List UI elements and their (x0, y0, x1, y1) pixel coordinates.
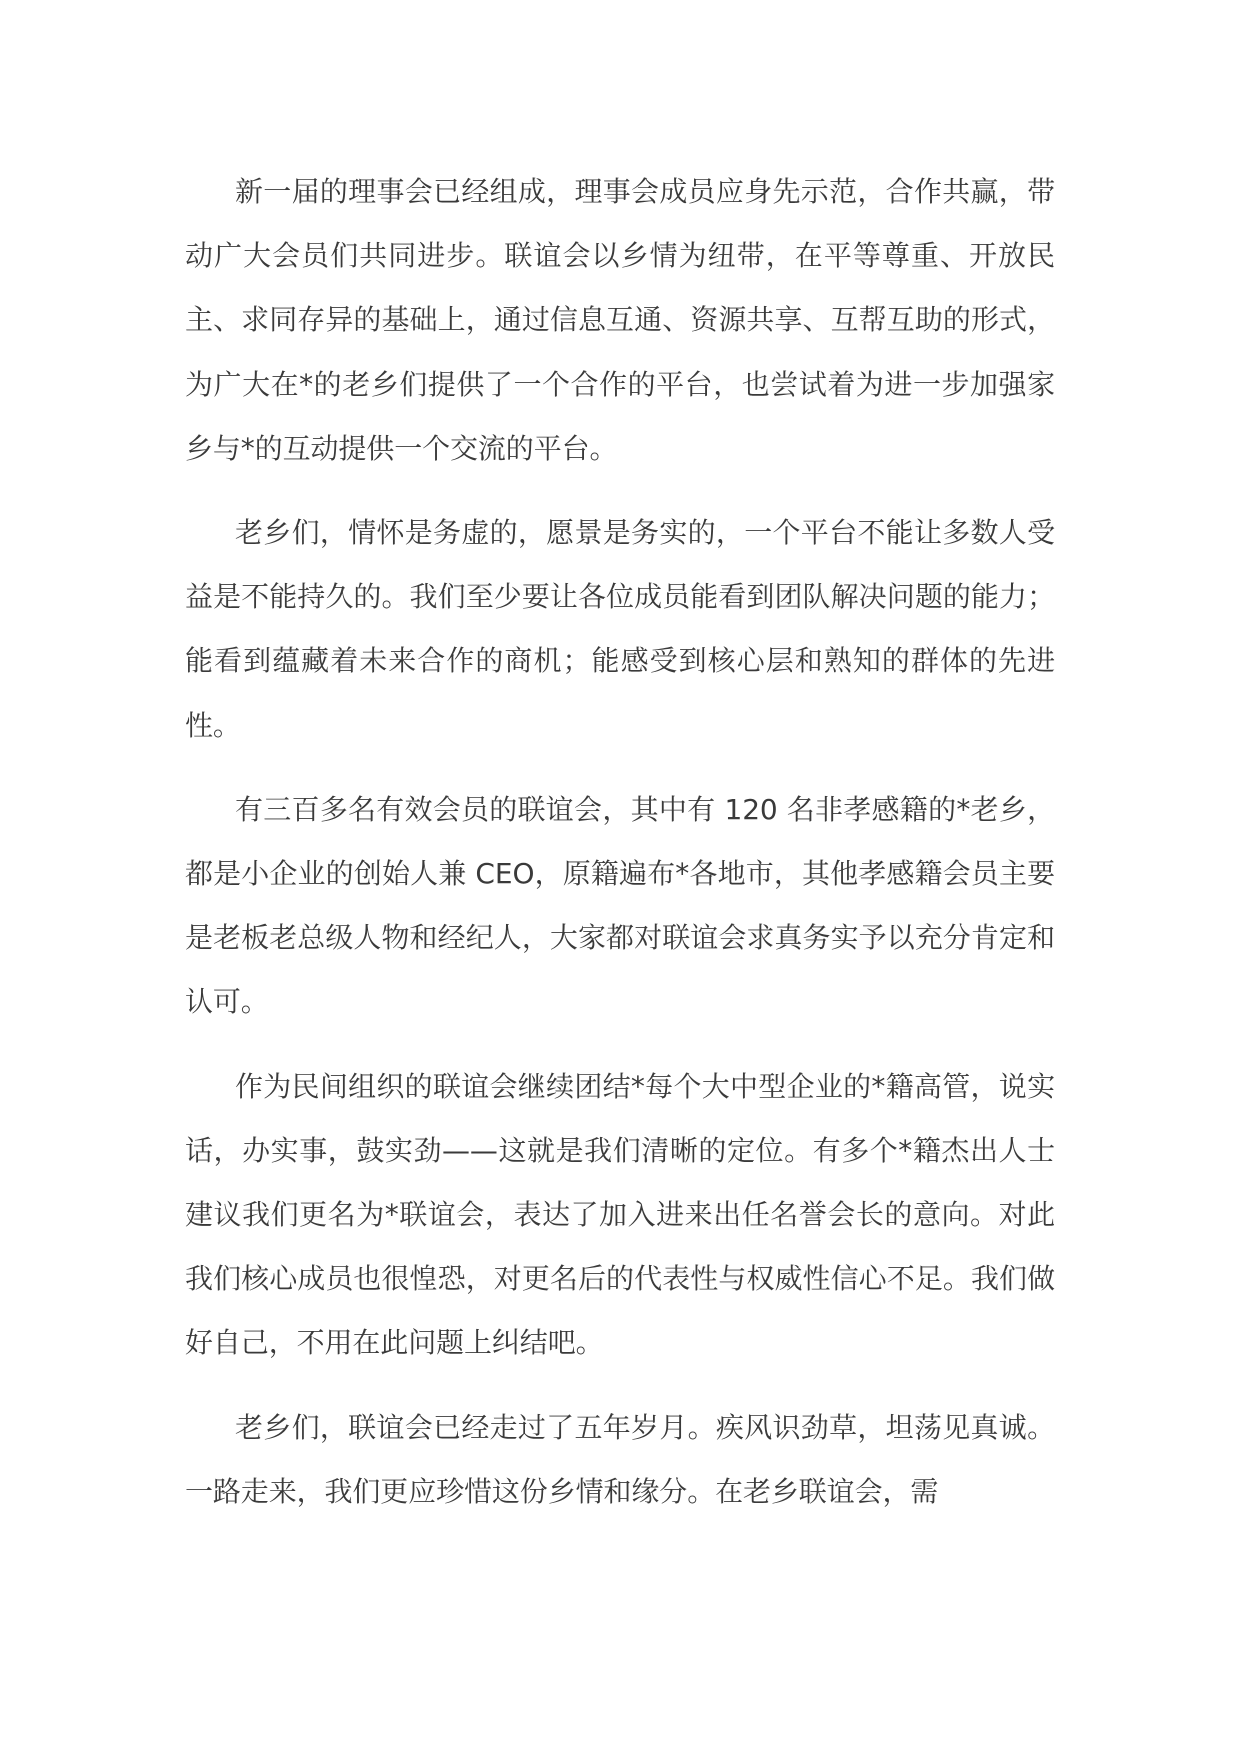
paragraph: 老乡们，联谊会已经走过了五年岁月。疾风识劲草，坦荡见真诚。一路走来，我们更应珍惜这份乡情和缘分。在老乡联谊会，需 (185, 1410, 1055, 1508)
document-body (185, 160, 1055, 1544)
paragraph: 新一届的理事会已经组成，理事会成员应身先示范，合作共赢，带动广大会员们共同进步。联谊会以乡情为纽带，在平等尊重、开放民主、求同存异的基础上，通过信息互通、资源共享、互帮互助的形式，为广大在*的老乡们提供了一个合作的平台，也尝试着为进一步加强家乡与*的互动提供一个交流的平台。 (185, 175, 1055, 465)
paragraph: 作为民间组织的联谊会继续团结*每个大中型企业的*籍高管，说实话，办实事，鼓实劲——这就是我们清晰的定位。有多个*籍杰出人士建议我们更名为*联谊会，表达了加入进来出任名誉会长的意向。对此我们核心成员也很惶恐，对更名后的代表性与权威性信心不足。我们做好自己，不用在此问题上纠结吧。 (185, 1069, 1055, 1360)
paragraph: 有三百多名有效会员的联谊会，其中有 120 名非孝感籍的*老乡，都是小企业的创始人兼 CEO，原籍遍布*各地市，其他孝感籍会员主要是老板老总级人物和经纪人，大家都对联谊会求真务实予以充分肯定和认可。 (185, 792, 1055, 1019)
paragraph: 老乡们，情怀是务虚的，愿景是务实的，一个平台不能让多数人受益是不能持久的。我们至少要让各位成员能看到团队解决问题的能力；能看到蕴藏着未来合作的商机；能感受到核心层和熟知的群体的先进性。 (185, 516, 1055, 742)
